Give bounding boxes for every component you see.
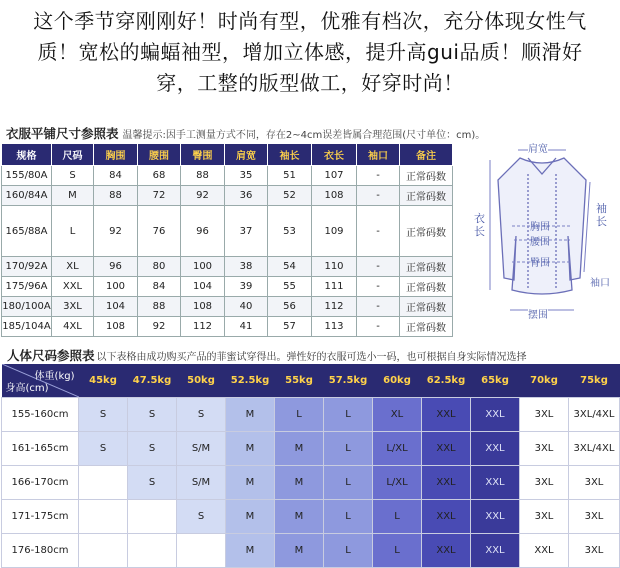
flat-size-cell: 108 [94, 317, 138, 337]
flat-size-cell: 53 [268, 206, 312, 257]
flat-size-row [2, 257, 453, 277]
weight-header-cell: 60kg [373, 364, 422, 398]
flat-size-cell: L [52, 206, 94, 257]
flat-size-cell: - [357, 186, 400, 206]
flat-size-cell: S [52, 166, 94, 186]
flat-size-cell: 112 [181, 317, 225, 337]
flat-size-title-text: 衣服平铺尺寸参照表 [6, 126, 119, 141]
weight-header-cell: 45kg [79, 364, 128, 398]
body-size-row [2, 398, 620, 432]
flat-size-title [6, 124, 485, 142]
flat-size-cell: 109 [312, 206, 357, 257]
flat-size-header-cell: 尺码 [52, 144, 94, 166]
flat-size-cell: 正常码数 [400, 186, 453, 206]
flat-size-cell: 正常码数 [400, 317, 453, 337]
size-cell: 3XL [520, 500, 569, 534]
body-size-row [2, 500, 620, 534]
flat-size-header-cell: 袖长 [268, 144, 312, 166]
weight-header-cell: 47.5kg [128, 364, 177, 398]
flat-size-cell: 80 [138, 257, 181, 277]
size-cell: L/XL [373, 432, 422, 466]
flat-size-cell: 52 [268, 186, 312, 206]
flat-size-row [2, 317, 453, 337]
flat-size-cell: 57 [268, 317, 312, 337]
flat-size-cell: 155/80A [2, 166, 52, 186]
size-cell: XXL [471, 432, 520, 466]
flat-size-note: 温馨提示:因手工测量方式不同，存在2~4cm误差皆属合理范围(尺寸单位：cm)。 [122, 130, 486, 141]
flat-size-cell: 108 [181, 297, 225, 317]
flat-size-cell: 88 [94, 186, 138, 206]
height-row-header: 155-160cm [2, 398, 79, 432]
body-size-title-text: 人体尺码参照表 [7, 348, 95, 363]
flat-size-cell: 108 [312, 186, 357, 206]
flat-size-cell: 175/96A [2, 277, 52, 297]
flat-size-cell: 88 [181, 166, 225, 186]
size-cell: M [226, 500, 275, 534]
flat-size-cell: XXL [52, 277, 94, 297]
size-cell: M [275, 466, 324, 500]
weight-header-cell: 75kg [569, 364, 620, 398]
size-cell: M [275, 534, 324, 568]
weight-header-cell: 70kg [520, 364, 569, 398]
flat-size-cell: 正常码数 [400, 277, 453, 297]
flat-size-cell: 4XL [52, 317, 94, 337]
flat-size-cell: 40 [225, 297, 268, 317]
label-chest: 胸围 [530, 222, 550, 233]
intro-line-2: 质！宽松的蝙蝠袖型，增加立体感，提升高gui品质！顺滑好 [37, 40, 583, 64]
size-cell: M [275, 432, 324, 466]
flat-size-cell: 92 [181, 186, 225, 206]
flat-size-cell: 84 [138, 277, 181, 297]
height-row-header: 161-165cm [2, 432, 79, 466]
flat-size-header-cell: 臀围 [181, 144, 225, 166]
size-cell: L [324, 500, 373, 534]
garment-diagram [468, 140, 616, 322]
flat-size-cell: 72 [138, 186, 181, 206]
size-cell: XXL [520, 534, 569, 568]
size-cell: S [177, 398, 226, 432]
body-size-row [2, 534, 620, 568]
size-cell: S [177, 500, 226, 534]
body-size-row [2, 466, 620, 500]
flat-size-cell: - [357, 317, 400, 337]
size-cell: XXL [422, 500, 471, 534]
flat-size-header-cell: 衣长 [312, 144, 357, 166]
flat-size-header-cell: 肩宽 [225, 144, 268, 166]
flat-size-cell: - [357, 166, 400, 186]
size-cell: M [275, 500, 324, 534]
label-hip: 臀围 [530, 258, 550, 269]
body-size-note: 以下表格由成功购买产品的菲蜜试穿得出。弹性好的衣服可选小一码，也可根据自身实际情况选择 [96, 352, 527, 363]
flat-size-cell: 170/92A [2, 257, 52, 277]
flat-size-cell: 3XL [52, 297, 94, 317]
size-cell: 3XL [520, 432, 569, 466]
body-size-title [7, 346, 527, 364]
flat-size-cell: 51 [268, 166, 312, 186]
flat-size-cell: 92 [94, 206, 138, 257]
flat-size-cell: - [357, 277, 400, 297]
size-cell: 3XL [520, 466, 569, 500]
flat-size-row [2, 166, 453, 186]
label-cuff: 袖口 [590, 278, 610, 289]
flat-size-cell: 正常码数 [400, 297, 453, 317]
size-cell: 3XL [569, 466, 620, 500]
corner-cell [2, 364, 79, 398]
flat-size-cell: 54 [268, 257, 312, 277]
flat-size-cell: 38 [225, 257, 268, 277]
flat-size-cell: 100 [181, 257, 225, 277]
body-size-row [2, 432, 620, 466]
weight-header-cell: 57.5kg [324, 364, 373, 398]
flat-size-cell: 84 [94, 166, 138, 186]
weight-header-cell: 65kg [471, 364, 520, 398]
size-cell: XXL [471, 398, 520, 432]
corner-height-label: 身高(cm) [5, 383, 49, 394]
label-hem: 摆围 [528, 306, 548, 321]
size-cell: M [226, 534, 275, 568]
size-cell: L [373, 534, 422, 568]
size-cell [128, 500, 177, 534]
size-cell: 3XL/4XL [569, 432, 620, 466]
flat-size-cell: 35 [225, 166, 268, 186]
flat-size-cell: 112 [312, 297, 357, 317]
size-cell: S [128, 398, 177, 432]
flat-size-cell: 正常码数 [400, 206, 453, 257]
flat-size-row [2, 186, 453, 206]
size-cell: XXL [422, 432, 471, 466]
size-cell: L [324, 398, 373, 432]
weight-header-cell: 62.5kg [422, 364, 471, 398]
flat-size-cell: 107 [312, 166, 357, 186]
size-cell [79, 500, 128, 534]
label-sleeve: 袖长 [596, 202, 607, 228]
size-cell: L [324, 432, 373, 466]
flat-size-header-row [2, 144, 453, 166]
label-waist: 腰围 [530, 237, 550, 248]
flat-size-cell: XL [52, 257, 94, 277]
flat-size-cell: 180/100A [2, 297, 52, 317]
flat-size-cell: 96 [181, 206, 225, 257]
flat-size-header-cell: 胸围 [94, 144, 138, 166]
flat-size-header-cell: 袖口 [357, 144, 400, 166]
corner-weight-label: 体重(kg) [34, 371, 75, 382]
size-cell: 3XL [569, 500, 620, 534]
flat-size-cell: 110 [312, 257, 357, 277]
size-cell [177, 534, 226, 568]
size-cell: M [226, 432, 275, 466]
body-size-header-row [2, 364, 620, 398]
flat-size-cell: 104 [181, 277, 225, 297]
intro-text [0, 6, 620, 99]
weight-header-cell: 55kg [275, 364, 324, 398]
size-cell: L [275, 398, 324, 432]
flat-size-row [2, 206, 453, 257]
flat-size-cell: 36 [225, 186, 268, 206]
flat-size-cell: 165/88A [2, 206, 52, 257]
flat-size-row [2, 277, 453, 297]
flat-size-cell: 55 [268, 277, 312, 297]
height-row-header: 171-175cm [2, 500, 79, 534]
size-cell: S [128, 432, 177, 466]
flat-size-cell: 68 [138, 166, 181, 186]
size-cell: S/M [177, 466, 226, 500]
flat-size-header-cell: 腰围 [138, 144, 181, 166]
flat-size-cell: 39 [225, 277, 268, 297]
intro-line-3: 穿，工整的版型做工，好穿时尚！ [156, 71, 464, 95]
flat-size-cell: 96 [94, 257, 138, 277]
height-row-header: 176-180cm [2, 534, 79, 568]
flat-size-cell: 113 [312, 317, 357, 337]
flat-size-row [2, 297, 453, 317]
size-cell: L [324, 534, 373, 568]
size-cell: XXL [471, 466, 520, 500]
flat-size-cell: 37 [225, 206, 268, 257]
flat-size-cell: 100 [94, 277, 138, 297]
size-cell: L [373, 500, 422, 534]
flat-size-cell: 正常码数 [400, 166, 453, 186]
flat-size-cell: M [52, 186, 94, 206]
flat-size-cell: 185/104A [2, 317, 52, 337]
label-shoulder: 肩宽 [528, 140, 548, 155]
weight-header-cell: 50kg [177, 364, 226, 398]
size-cell: XXL [471, 534, 520, 568]
weight-header-cell: 52.5kg [226, 364, 275, 398]
size-cell: S [79, 398, 128, 432]
size-cell: L [324, 466, 373, 500]
flat-size-cell: 76 [138, 206, 181, 257]
size-cell: L/XL [373, 466, 422, 500]
flat-size-table [1, 143, 453, 337]
size-cell: S [79, 432, 128, 466]
label-length: 衣长 [474, 212, 485, 238]
size-cell: XL [373, 398, 422, 432]
size-cell [79, 534, 128, 568]
flat-size-cell: 56 [268, 297, 312, 317]
flat-size-cell: 88 [138, 297, 181, 317]
intro-line-1: 这个季节穿刚刚好！时尚有型，优雅有档次，充分体现女性气 [33, 9, 587, 33]
size-cell: XXL [422, 534, 471, 568]
body-size-table [1, 364, 620, 568]
size-cell: M [226, 398, 275, 432]
size-cell: S/M [177, 432, 226, 466]
flat-size-cell: 160/84A [2, 186, 52, 206]
flat-size-header-cell: 规格 [2, 144, 52, 166]
size-cell: 3XL [520, 398, 569, 432]
flat-size-cell: - [357, 297, 400, 317]
flat-size-cell: 104 [94, 297, 138, 317]
size-cell: S [128, 466, 177, 500]
size-cell [128, 534, 177, 568]
flat-size-cell: 111 [312, 277, 357, 297]
size-cell: XXL [422, 398, 471, 432]
flat-size-cell: 正常码数 [400, 257, 453, 277]
flat-size-cell: - [357, 257, 400, 277]
size-cell: 3XL/4XL [569, 398, 620, 432]
height-row-header: 166-170cm [2, 466, 79, 500]
size-cell: 3XL [569, 534, 620, 568]
size-cell: XXL [471, 500, 520, 534]
size-cell [79, 466, 128, 500]
flat-size-cell: 41 [225, 317, 268, 337]
size-cell: XXL [422, 466, 471, 500]
flat-size-header-cell: 备注 [400, 144, 453, 166]
flat-size-cell: - [357, 206, 400, 257]
flat-size-cell: 92 [138, 317, 181, 337]
size-cell: M [226, 466, 275, 500]
